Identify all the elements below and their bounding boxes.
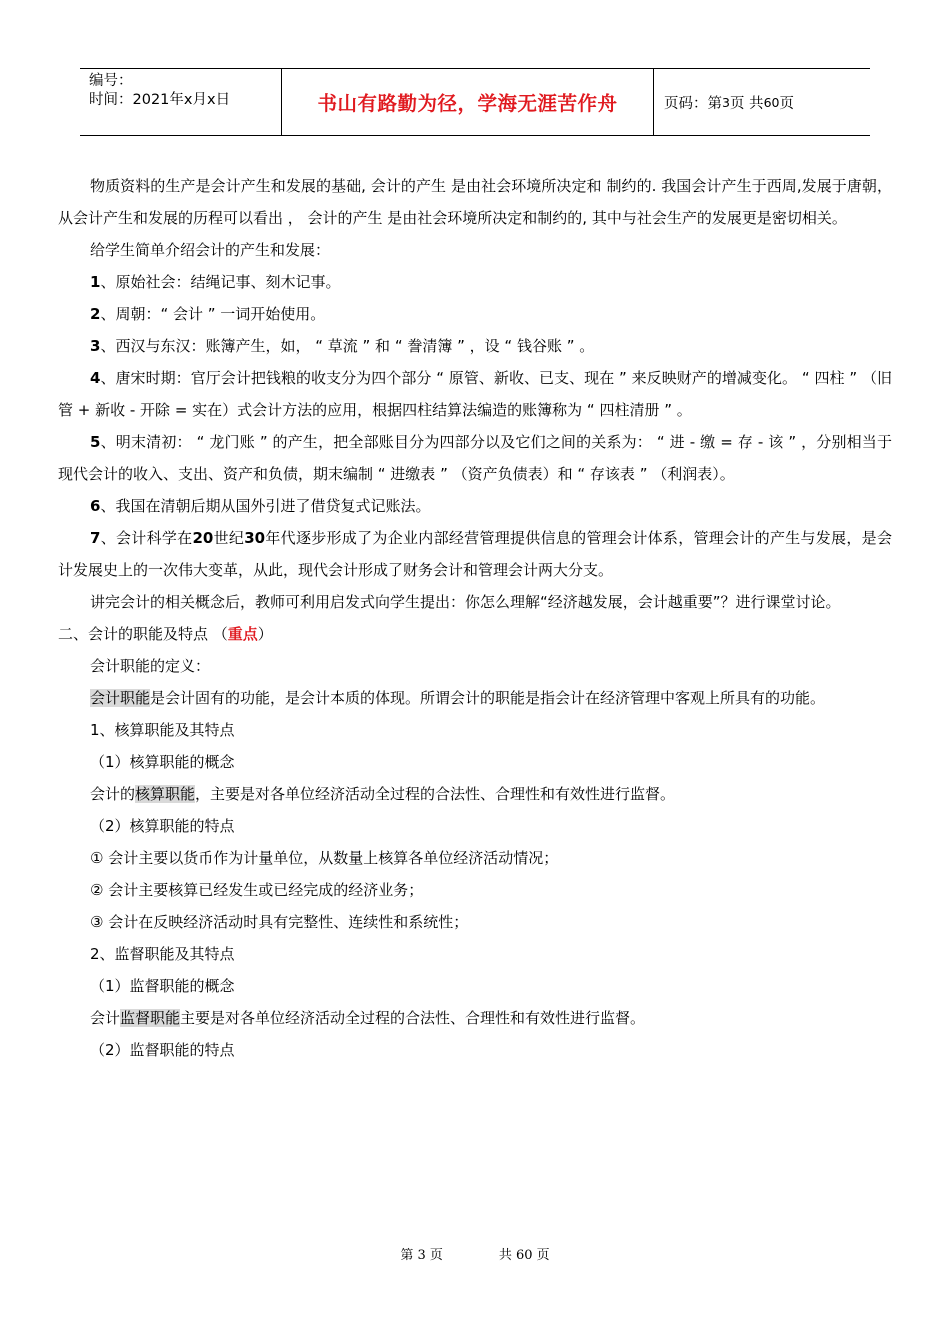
list-item — [58, 298, 892, 330]
item-text: 、西汉与东汉：账簿产生，如， “ 草流 ” 和 “ 誊清簿 ” ，设 “ 钱谷账 ” 。 — [100, 337, 595, 355]
item-number: 6 — [90, 497, 101, 515]
page-code-total: 60 — [763, 94, 780, 110]
list-item — [58, 490, 892, 522]
item-text: 、会计科学在 — [100, 529, 193, 547]
highlighted-term: 会计职能 — [90, 689, 151, 707]
text: 会计 — [90, 1009, 121, 1027]
definition-body: 是会计固有的功能，是会计本质的体现。所谓会计的职能是指会计在经济管理中客观上所具有的功能。 — [150, 689, 826, 707]
header-left-cell — [80, 69, 282, 135]
page-code — [654, 69, 870, 135]
subheading: （1）核算职能的概念 — [90, 753, 235, 771]
list-item: ① 会计主要以货币作为计量单位，从数量上核算各单位经济活动情况； — [90, 849, 559, 867]
paragraph-discussion: 讲完会计的相关概念后，教师可利用启发式向学生提出：你怎么理解“经济越发展，会计越重要”？进行课堂讨论。 — [90, 593, 841, 611]
item-number: 7 — [90, 529, 101, 547]
footer-page: 第 3 页 — [400, 1248, 443, 1263]
number-label: 编号： — [89, 73, 133, 89]
highlighted-term: 核算职能 — [135, 785, 196, 803]
item-year: 30 — [244, 529, 266, 547]
subheading: 2、监督职能及其特点 — [90, 945, 235, 963]
page-code-num: 3 — [722, 94, 730, 110]
definition-title: 会计职能的定义： — [90, 657, 211, 675]
item-text: 、周朝：“ 会计 ” 一词开始使用。 — [100, 305, 326, 323]
subheading: 1、核算职能及其特点 — [90, 721, 235, 739]
text: 会计的 — [90, 785, 136, 803]
text: ，主要是对各单位经济活动全过程的合法性、合理性和有效性进行监督。 — [195, 785, 676, 803]
highlighted-term: 监督职能 — [120, 1009, 181, 1027]
document-body — [58, 170, 892, 1066]
subheading: （2）核算职能的特点 — [90, 817, 235, 835]
list-item: ③ 会计在反映经济活动时具有完整性、连续性和系统性； — [90, 913, 469, 931]
list-item: ② 会计主要核算已经发生或已经完成的经济业务； — [90, 881, 424, 899]
item-text: 、我国在清朝后期从国外引进了借贷复式记账法。 — [100, 497, 431, 515]
list-item — [58, 426, 892, 490]
footer-total: 共 60 页 — [498, 1248, 550, 1263]
motto: 书山有路勤为径，学海无涯苦作舟 — [282, 69, 654, 135]
item-text: 、原始社会：结绳记事、刻木记事。 — [100, 273, 341, 291]
page-code-end: 页 — [779, 95, 794, 112]
item-number: 4 — [90, 369, 101, 387]
item-text: 世纪 — [213, 529, 245, 547]
list-item — [58, 522, 892, 586]
page-footer — [0, 1244, 950, 1263]
section-heading — [58, 618, 892, 650]
item-year: 20 — [192, 529, 214, 547]
paragraph — [58, 778, 892, 810]
item-text: 、明末清初： “ 龙门账 ” 的产生，把全部账目分为四部分以及它们之间的关系为： “ 进 - 缴 = 存 - 该 ” ，分别相当于现代会计的收入、支出、资产和负债，期末编制 “ 进缴表 ” （资产负债表）和 “ 存该表 ” （利润表）。 — [58, 433, 892, 483]
section-title: 二、会计的职能及特点 （ — [58, 625, 228, 643]
section-title-close: ） — [257, 625, 273, 643]
paragraph-origin: 物质资料的生产是会计产生和发展的基础, 会计的产生 是由社会环境所决定和 制约的. 我国会计产生于西周,发展于唐朝，从会计产生和发展的历程可以看出 ， 会计的产生 是由社会环境所决定和制约的, 其中与社会生产的发展更是密切相关。 — [58, 177, 892, 227]
item-number: 3 — [90, 337, 101, 355]
page-code-mid: 页 共 — [729, 95, 764, 112]
list-item — [58, 330, 892, 362]
list-item — [58, 266, 892, 298]
key-point-badge: 重点 — [227, 625, 258, 643]
text: 主要是对各单位经济活动全过程的合法性、合理性和有效性进行监督。 — [180, 1009, 646, 1027]
item-number: 2 — [90, 305, 101, 323]
item-text: 、唐宋时期：官厅会计把钱粮的收支分为四个部分 “ 原管、新收、已支、现在 ” 来反映财产的增减变化。 “ 四柱 ” （旧管 + 新收 - 开除 = 实在）式会计方法的应用，根据四柱结算法编造的账簿称为 “ 四柱清册 ” 。 — [58, 369, 892, 419]
paragraph — [58, 1002, 892, 1034]
subheading: （1）监督职能的概念 — [90, 977, 235, 995]
item-text: 年代逐步形成了为企业内部经营管理提供信息的管理会计体系，管理会计的产生与发展，是会计发展史上的一次伟大变革，从此，现代会计形成了财务会计和管理会计两大分支。 — [58, 529, 892, 579]
subheading: （2）监督职能的特点 — [90, 1041, 235, 1059]
list-item — [58, 362, 892, 426]
header-table — [80, 68, 870, 136]
definition-text — [58, 682, 892, 714]
date-label: 时间：2021年x月x日 — [89, 92, 231, 108]
paragraph-intro: 给学生简单介绍会计的产生和发展： — [90, 241, 331, 259]
item-number: 5 — [90, 433, 101, 451]
item-number: 1 — [90, 273, 101, 291]
page-code-label: 页码：第 — [664, 95, 722, 112]
